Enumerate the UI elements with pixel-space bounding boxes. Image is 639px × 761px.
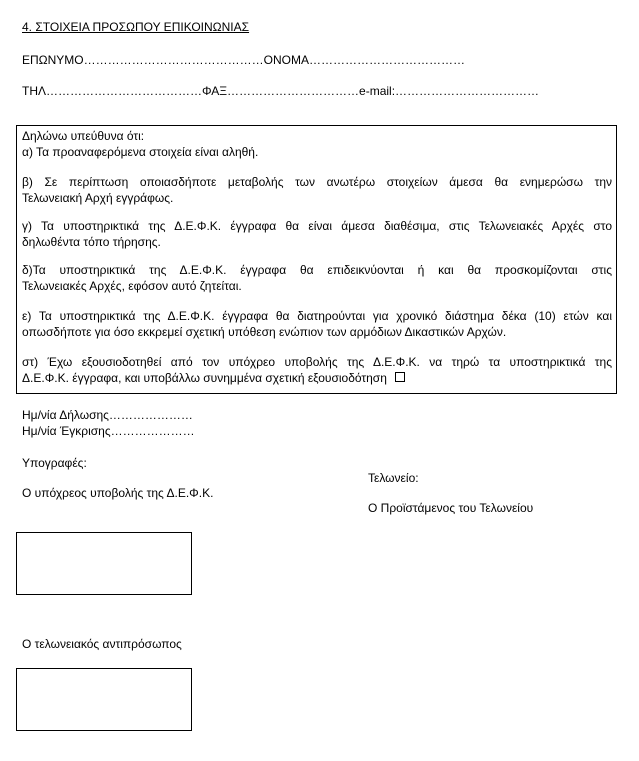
declaration-item-f-text: Δ.Ε.Φ.Κ. έγγραφα, και υποβάλλω συνημμένα σχετική εξουσιοδότηση — [22, 371, 387, 385]
declaration-item-d: δ)Τα υποστηρικτικά της Δ.Ε.Φ.Κ. έγγραφα θα επιδεικνύονται ή και θα προσκομίζονται στις Τελωνειακές Αρχές, εφόσον αυτό ζητείται. — [22, 263, 612, 293]
declaration-date-field[interactable]: Ημ/νία Δήλωσης………………… — [22, 408, 193, 422]
customs-representative-label: Ο τελωνειακός αντιπρόσωπος — [22, 637, 182, 651]
declaration-intro: Δηλώνω υπεύθυνα ότι: — [22, 129, 145, 143]
obligor-signature-box[interactable] — [16, 532, 192, 595]
surname-name-field[interactable]: ΕΠΩΝΥΜΟ………………………………………ΟΝΟΜΑ………………………………… — [22, 53, 465, 67]
declaration-item-e: ε) Τα υποστηρικτικά της Δ.Ε.Φ.Κ. έγγραφα θα διατηρούνται για χρονικό διάστημα δέκα (10) ετών και οπωσδήποτε για όσο εκκρεμεί σχετική υπόθεση ενώπιον των αρμόδιων Δικαστικών Αρχών. — [22, 309, 612, 339]
declaration-item-f: στ) Έχω εξουσιοδοτηθεί από τον υπόχρεο υποβολής της Δ.Ε.Φ.Κ. να τηρώ τα υποστηρικτικά της Δ.Ε.Φ.Κ. έγγραφα, και υποβάλλω συνημμένα σχετική εξουσιοδότηση — [22, 355, 612, 385]
approval-date-field[interactable]: Ημ/νία Έγκρισης………………… — [22, 424, 195, 438]
authorization-checkbox[interactable] — [395, 372, 405, 382]
declaration-item-c: γ) Τα υποστηρικτικά της Δ.Ε.Φ.Κ. έγγραφα θα είναι άμεσα διαθέσιμα, στις Τελωνειακές Αρχές στο δηλωθέντα τόπο τήρησης. — [22, 219, 612, 249]
declaration-box — [16, 125, 617, 394]
declaration-intro-block — [22, 128, 612, 160]
section-heading: 4. ΣΤΟΙΧΕΙΑ ΠΡΟΣΩΠΟΥ ΕΠΙΚΟΙΝΩΝΙΑΣ — [22, 20, 250, 34]
customs-head-label: Ο Προϊστάμενος του Τελωνείου — [368, 501, 534, 515]
customs-office-label: Τελωνείο: — [368, 471, 419, 485]
phone-fax-email-field[interactable]: ΤΗΛ…………………………………ΦΑΞ……………………………e-mail:……………………………… — [22, 84, 540, 98]
declaration-item-b: β) Σε περίπτωση οποιασδήποτε μεταβολής των ανωτέρω στοιχείων άμεσα θα ενημερώσω την Τελωνειακή Αρχή εγγράφως. — [22, 175, 612, 205]
signatures-label: Υπογραφές: — [22, 456, 87, 470]
obligor-signature-label: Ο υπόχρεος υποβολής της Δ.Ε.Φ.Κ. — [22, 486, 214, 500]
representative-signature-box[interactable] — [16, 668, 192, 731]
declaration-item-a: α) Τα προαναφερόμενα στοιχεία είναι αληθή. — [22, 145, 259, 159]
